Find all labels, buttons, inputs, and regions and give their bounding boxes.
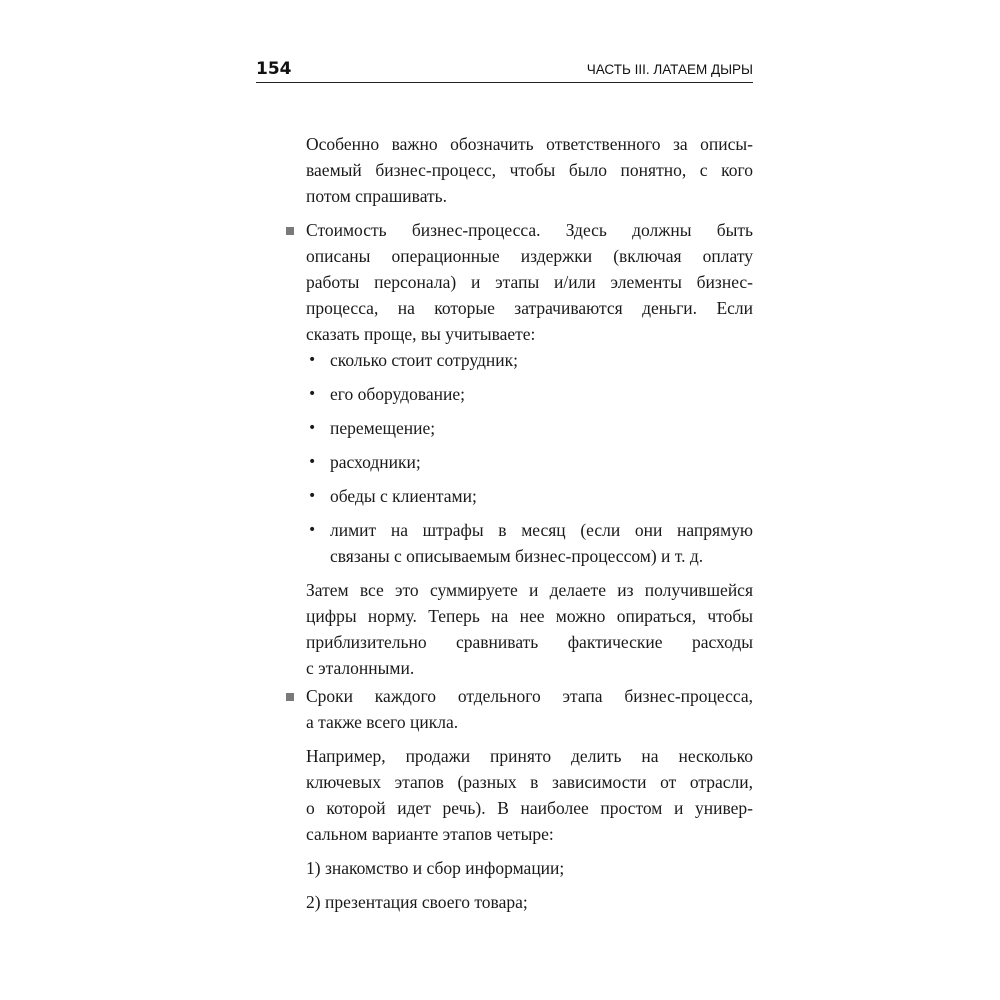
list-item-text: лимит на штрафы в месяц (если они напрямую	[330, 520, 753, 540]
text-line: приблизительно сравнивать фактические расходы	[306, 632, 753, 652]
list-item-text: связаны с описываемым бизнес-процессом) и т. д.	[330, 546, 704, 566]
page-header	[256, 58, 753, 83]
dot-bullet-icon: •	[308, 352, 317, 368]
text-line: потом спрашивать.	[306, 186, 448, 206]
text-line: Например, продажи принято делить на несколько	[306, 746, 753, 766]
text-line: ключевых этапов (разных в зависимости от отрасли,	[306, 772, 753, 792]
numbered-item: 1) знакомство и сбор информации;	[306, 858, 565, 878]
dot-bullet-icon: •	[308, 522, 317, 538]
list-item-text: перемещение;	[330, 418, 436, 438]
text-line: цифры норму. Теперь на нее можно опираться, чтобы	[306, 606, 753, 626]
text-line: Затем все это суммируете и делаете из получившейся	[306, 580, 753, 600]
text-line: о которой идет речь). В наиболее простом и универ-	[306, 798, 753, 818]
dot-bullet-icon: •	[308, 386, 317, 402]
running-head: ЧАСТЬ III. ЛАТАЕМ ДЫРЫ	[586, 62, 753, 77]
square-bullet-icon	[286, 227, 294, 235]
text-line: а также всего цикла.	[306, 712, 459, 732]
numbered-item: 2) презентация своего товара;	[306, 892, 528, 912]
list-item-text: сколько стоит сотрудник;	[330, 350, 518, 370]
text-line: сказать проще, вы учитываете:	[306, 324, 536, 344]
page-number: 154	[256, 59, 292, 79]
text-line: Стоимость бизнес-процесса. Здесь должны быть	[306, 220, 753, 240]
list-item-text: расходники;	[330, 452, 421, 472]
list-item-text: обеды с клиентами;	[330, 486, 477, 506]
text-line: сальном варианте этапов четыре:	[306, 824, 554, 844]
text-line: процесса, на которые затрачиваются деньги. Если	[306, 298, 753, 318]
list-item-text: его оборудование;	[330, 384, 466, 404]
text-line: описаны операционные издержки (включая оплату	[306, 246, 753, 266]
square-bullet-icon	[286, 693, 294, 701]
text-line: ваемый бизнес-процесс, чтобы было понятно, с кого	[306, 160, 753, 180]
dot-bullet-icon: •	[308, 488, 317, 504]
text-line: Особенно важно обозначить ответственного за описы-	[306, 134, 753, 154]
text-line: Сроки каждого отдельного этапа бизнес-процесса,	[306, 686, 753, 706]
text-line: работы персонала) и этапы и/или элементы бизнес-	[306, 272, 753, 292]
dot-bullet-icon: •	[308, 454, 317, 470]
dot-bullet-icon: •	[308, 420, 317, 436]
text-line: с эталонными.	[306, 658, 415, 678]
